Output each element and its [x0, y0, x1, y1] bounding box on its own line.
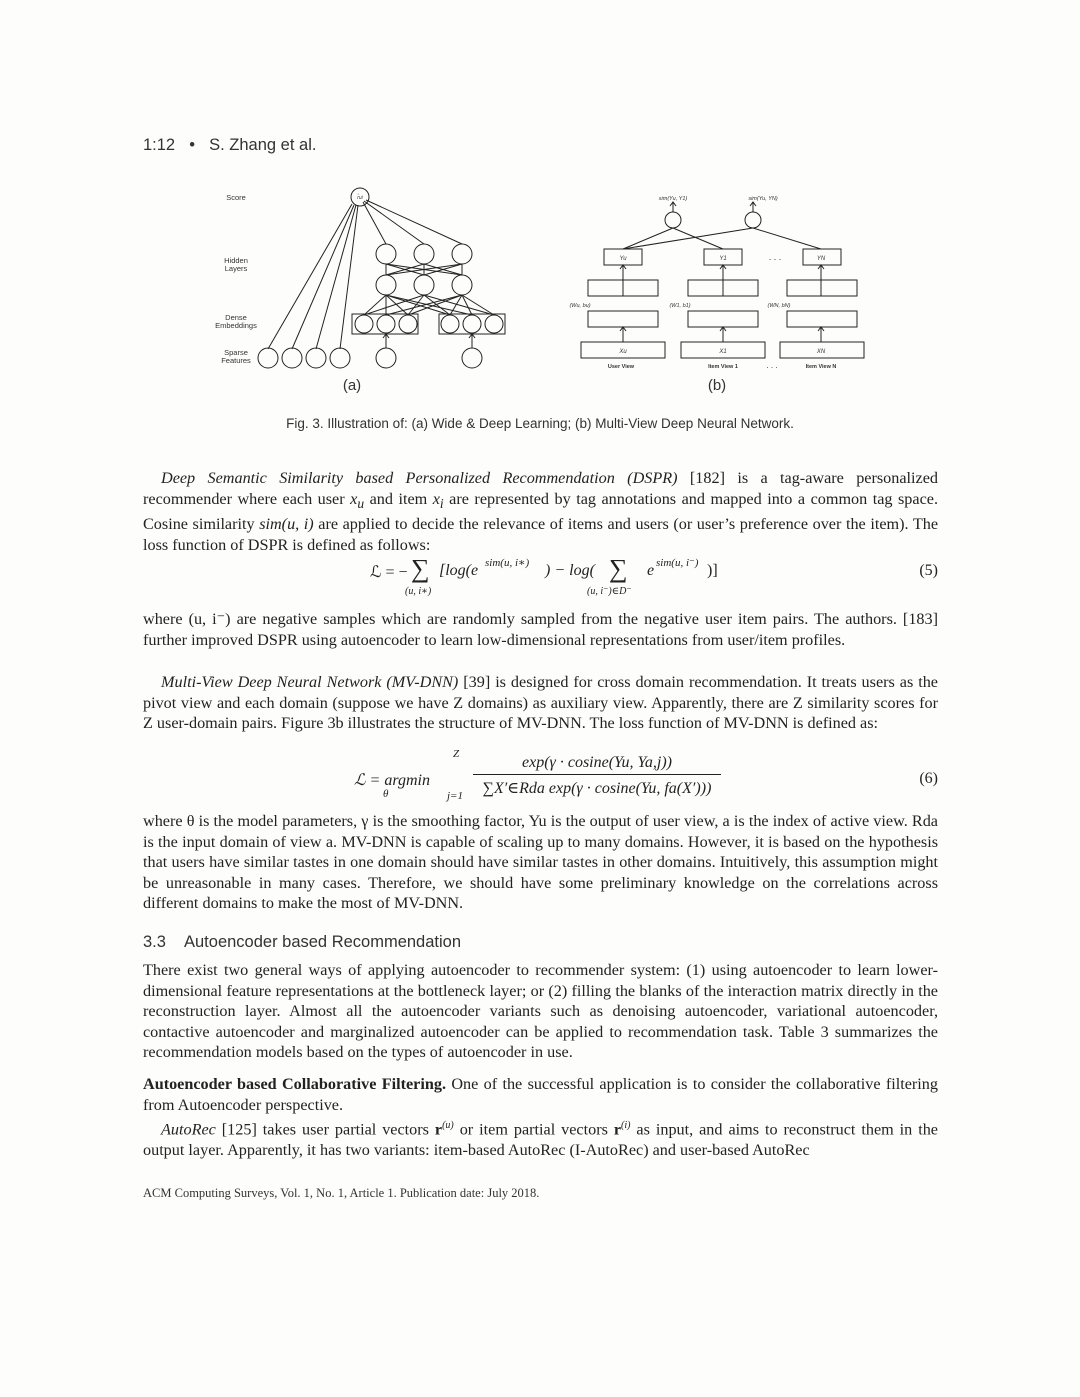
header-bullet: • — [189, 136, 196, 154]
label-sparse-1: Sparse — [224, 348, 248, 357]
subfigure-a-label: (a) — [342, 377, 362, 394]
figure-3 — [200, 180, 880, 400]
sim-right-label: sim(Yu, YN) — [748, 196, 778, 202]
paragraph-dspr: Deep Semantic Similarity based Personalized Recommendation (DSPR) [182] is a tag-aware personalized recommender where each user $x_u$ and item $x_i$ are represented by tag annotations and mapped into a common tag space. Cosine similarity sim(u, i) are applied to decide the relevance of items and users (or user’s preference over the item). The loss function of DSPR is defined as follows: — [143, 469, 938, 555]
paragraph-mvdnn: Multi-View Deep Neural Network (MV-DNN) [39] is designed for cross domain recommendation. It treats users as the pivot view and each domain (suppose we have Z domains) as auxiliary view. Apparently, there are Z similarity scores for Z user-domain pairs. Figure 3b illustrates the structure of MV-DNN. The loss function of MV-DNN is defined as: — [143, 673, 938, 733]
view-label-user: User View — [607, 364, 635, 370]
equation-5-number: (5) — [919, 562, 938, 579]
label-hidden-2: Layers — [224, 264, 248, 273]
label-dense-2: Embeddings — [215, 321, 257, 330]
page-number: 1:12 — [143, 136, 176, 154]
label-score: Score — [226, 193, 246, 202]
section-number: 3.3 — [143, 933, 166, 951]
views-ellipsis-top: . . . — [768, 252, 782, 262]
paragraph-mvdnn-params: where θ is the model parameters, γ is the smoothing factor, Yu is the output of user view, a is the index of active view. Rda is the input domain of view a. MV-DNN is capable of scaling up to many domains. However, it is based on the hypothesis that users have similar tastes in one domain should have similar tastes in other domains. Intuitively, this assumption might be unreasonable in many cases. Therefore, we should have some preliminary knowledge on the correlations across different domains to make the most of MV-DNN. — [143, 812, 938, 913]
figure-caption: Fig. 3. Illustration of: (a) Wide & Deep Learning; (b) Multi-View Deep Neural Network. — [286, 416, 794, 431]
ae-cf-heading: Autoencoder based Collaborative Filtering. — [143, 1075, 447, 1093]
header-authors: S. Zhang et al. — [209, 136, 317, 154]
page-footer: ACM Computing Surveys, Vol. 1, No. 1, Article 1. Publication date: July 2018. — [143, 1186, 540, 1200]
wb-label-u: (Wu, bu) — [569, 303, 591, 309]
section-heading — [143, 933, 461, 952]
label-sparse-2: Features — [221, 356, 251, 365]
subfigure-b-label: (b) — [707, 377, 727, 394]
paragraph-negative-samples: where (u, i⁻) are negative samples which are randomly sampled from the negative user item pairs. The authors. [183] further improved DSPR using autoencoder to learn low-dimensional representations from user/item profiles. — [143, 610, 938, 649]
label-dense-1: Dense — [225, 313, 247, 322]
paragraph-ae-cf: Autoencoder based Collaborative Filtering. One of the successful application is to consider the collaborative filtering from Autoencoder perspective. — [143, 1075, 938, 1114]
y-label-n: YN — [816, 256, 826, 262]
y-label-u: Yu — [619, 256, 627, 262]
equation-5: ℒ = − ∑ (u, i∗) [log(e sim(u, i∗) ) − log( ∑ (u, i⁻)∈D⁻ e sim(u, i⁻) )] (5) — [370, 554, 938, 597]
y-label-1: Y1 — [719, 256, 727, 262]
eq6-denominator: ∑X′∈Rda exp(γ · cosine(Yu, fa(X′))) — [482, 780, 712, 797]
wide-deep-edges — [268, 200, 494, 349]
running-header — [143, 136, 316, 155]
sim-left-label: sim(Yu, Y1) — [658, 196, 688, 202]
view-label-item-1: Item View 1 — [708, 364, 738, 370]
x-label-u: Xu — [619, 349, 627, 355]
sparse-feature-nodes — [258, 348, 482, 368]
dspr-name: Deep Semantic Similarity based Personalized Recommendation (DSPR) — [161, 469, 678, 487]
label-hidden-1: Hidden — [224, 256, 248, 265]
wb-label-1: (W1, b1) — [669, 303, 691, 309]
paragraph-autorec: AutoRec [125] takes user partial vectors $r^{(u)}$ or item partial vectors $r^{(i)}$ as input, and aims to reconstruct them in the output layer. Apparently, it has two variants: item-based AutoRec (I-AutoRec) and user-based AutoRec — [143, 1120, 938, 1159]
equation-6-number: (6) — [919, 770, 938, 787]
score-node-label: r̂ui — [357, 195, 363, 201]
x-label-1: X1 — [719, 349, 727, 355]
mvdnn-structure — [581, 202, 864, 358]
dense-embeddings — [352, 314, 505, 334]
view-label-item-n: Item View N — [805, 364, 837, 370]
x-label-n: XN — [816, 349, 826, 355]
wb-label-n: (WN, bN) — [767, 303, 791, 309]
autorec-name: AutoRec — [161, 1120, 216, 1139]
paragraph-autoencoder: There exist two general ways of applying autoencoder to recommender system: (1) using autoencoder to learn lower-dimensional feature representations at the bottleneck layer; or (2) filling the blanks of the interaction matrix directly in the reconstruction layer. Almost all the autoencoder variants such as denoising autoencoder, variational autoencoder, contactive autoencoder and marginalized autoencoder can be applied to recommendation task. Table 3 summarizes the recommendation models based on the types of autoencoder in use. — [143, 961, 938, 1062]
section-title: Autoencoder based Recommendation — [184, 933, 462, 951]
equation-6: ℒ = argmin θ Z j=1 exp(γ · cosine(Yu, Ya,j)) ∑X′∈Rda exp(γ · cosine(Yu, fa(X′))) (6) — [354, 748, 938, 802]
views-ellipsis-bottom: . . . — [766, 361, 778, 370]
mvdnn-name: Multi-View Deep Neural Network (MV-DNN) — [161, 673, 459, 691]
eq6-numerator: exp(γ · cosine(Yu, Ya,j)) — [473, 754, 721, 775]
